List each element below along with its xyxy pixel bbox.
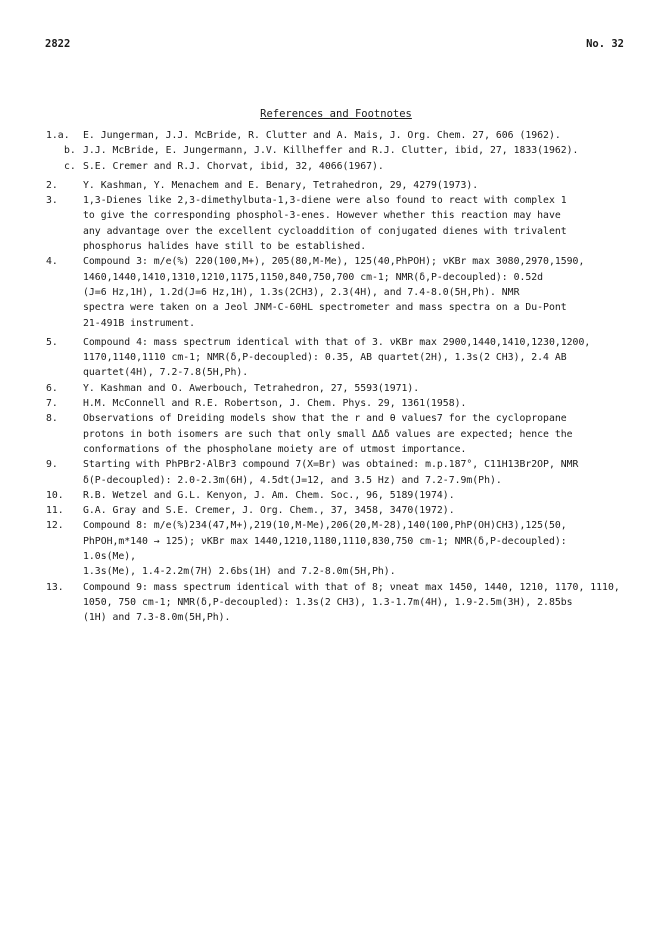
reference-text: J.J. McBride, E. Jungermann, J.V. Killheffer and R.J. Clutter, ibid, 27, 1833(1962). bbox=[83, 145, 579, 157]
reference-label: 3. bbox=[46, 195, 58, 207]
reference-text: Starting with PhPBr2·AlBr3 compound 7(X=Br) was obtained: m.p.187°, C11H13Br2OP, NMR δ(P-decoupled): 2.0-2.3m(6H), 4.5dt(J=12, and 3.5 Hz) and 7.2-7.9m(Ph). bbox=[83, 459, 579, 486]
reference-item bbox=[0, 159, 672, 174]
reference-text: E. Jungerman, J.J. McBride, R. Clutter and A. Mais, J. Org. Chem. 27, 606 (1962). bbox=[83, 130, 561, 141]
reference-item bbox=[0, 503, 672, 518]
reference-label: 12. bbox=[46, 520, 64, 532]
reference-text: H.M. McConnell and R.E. Robertson, J. Chem. Phys. 29, 1361(1958). bbox=[83, 398, 467, 410]
reference-text: 1,3-Dienes like 2,3-dimethylbuta-1,3-diene were also found to react with complex 1 to give the corresponding phosphol-3-enes. However whether this reaction may have any advantage over the excellent cycloaddition of conjugated dienes with trivalent phosphorus halides have still to be established. bbox=[83, 195, 567, 253]
reference-text: R.B. Wetzel and G.L. Kenyon, J. Am. Chem. Soc., 96, 5189(1974). bbox=[83, 489, 455, 501]
reference-item bbox=[0, 580, 672, 626]
reference-item bbox=[0, 411, 672, 457]
reference-item bbox=[0, 254, 672, 330]
reference-label: c. bbox=[64, 160, 76, 172]
reference-label: 13. bbox=[46, 581, 64, 593]
reference-text: Observations of Dreiding models show that the r and θ values7 for the cyclopropane protons in both isomers are such that only small ΔΔδ values are expected; hence the conformations of the phospholane moiety are of utmost importance. bbox=[83, 413, 573, 455]
reference-text: Compound 8: m/e(%)234(47,M+),219(10,M-Me),206(20,M-28),140(100,PhP(OH)CH3),125(50, PhPOH,m*140 → 125); νKBr max 1440,1210,1180,1110,830,750 cm-1; NMR(δ,P-decoupled): 1.0s(Me), 1.3s(Me), 1.4-2.2m(7H) 2.6bs(1H) and 7.2-8.0m(5H,Ph). bbox=[83, 520, 567, 578]
reference-label: 7. bbox=[46, 398, 58, 410]
reference-text: Compound 3: m/e(%) 220(100,M+), 205(80,M-Me), 125(40,PhPOH); νKBr max 3080,2970,1590, 1460,1440,1410,1310,1210,1175,1150,840,750,700 cm-1; NMR(δ,P-decoupled): 0.52d (J=6 Hz,1H), 1.2d(J=6 Hz,1H), 1.3s(2CH3), 2.3(4H), and 7.4-8.0(5H,Ph). NMR spectra were taken on a Jeol JNM-C-60HL spectrometer and mass spectra on a Du-Pont 21-491B instrument. bbox=[83, 256, 585, 329]
references-list bbox=[0, 128, 672, 626]
page-number: 2822 bbox=[45, 38, 71, 50]
reference-label: 5. bbox=[46, 336, 58, 348]
reference-item bbox=[0, 178, 672, 193]
issue-number: No. 32 bbox=[586, 38, 624, 50]
reference-label: 8. bbox=[46, 413, 58, 425]
reference-item bbox=[0, 335, 672, 381]
reference-label: 6. bbox=[46, 382, 58, 394]
reference-label: b. bbox=[64, 145, 76, 157]
reference-label: 1.a. bbox=[46, 130, 70, 141]
reference-text: Y. Kashman, Y. Menachem and E. Benary, Tetrahedron, 29, 4279(1973). bbox=[83, 179, 479, 191]
reference-text: Compound 4: mass spectrum identical with that of 3. νKBr max 2900,1440,1410,1230,1200, 1170,1140,1110 cm-1; NMR(δ,P-decoupled): 0.35, AB quartet(2H), 1.3s(2 CH3), 2.4 AB quartet(4H), 7.2-7.8(5H,Ph). bbox=[83, 336, 591, 379]
reference-item bbox=[0, 381, 672, 396]
reference-text: S.E. Cremer and R.J. Chorvat, ibid, 32, 4066(1967). bbox=[83, 160, 384, 172]
reference-label: 2. bbox=[46, 179, 58, 191]
reference-text: Y. Kashman and O. Awerbouch, Tetrahedron, 27, 5593(1971). bbox=[83, 382, 420, 394]
reference-item bbox=[0, 457, 672, 488]
reference-label: 9. bbox=[46, 459, 58, 471]
reference-label: 11. bbox=[46, 505, 64, 517]
reference-label: 10. bbox=[46, 489, 64, 501]
reference-label: 4. bbox=[46, 256, 58, 268]
reference-item bbox=[0, 396, 672, 411]
reference-item bbox=[0, 143, 672, 158]
reference-item bbox=[0, 488, 672, 503]
section-heading: References and Footnotes bbox=[260, 108, 412, 120]
reference-item bbox=[0, 128, 672, 143]
reference-text: Compound 9: mass spectrum identical with that of 8; νneat max 1450, 1440, 1210, 1170, 1110, 1050, 750 cm-1; NMR(δ,P-decoupled): 1.3s(2 CH3), 1.3-1.7m(4H), 1.9-2.5m(3H), 2.85bs (1H) and 7.3-8.0m(5H,Ph). bbox=[83, 581, 620, 624]
reference-item bbox=[0, 518, 672, 579]
reference-text: G.A. Gray and S.E. Cremer, J. Org. Chem., 37, 3458, 3470(1972). bbox=[83, 505, 455, 517]
reference-item bbox=[0, 193, 672, 254]
